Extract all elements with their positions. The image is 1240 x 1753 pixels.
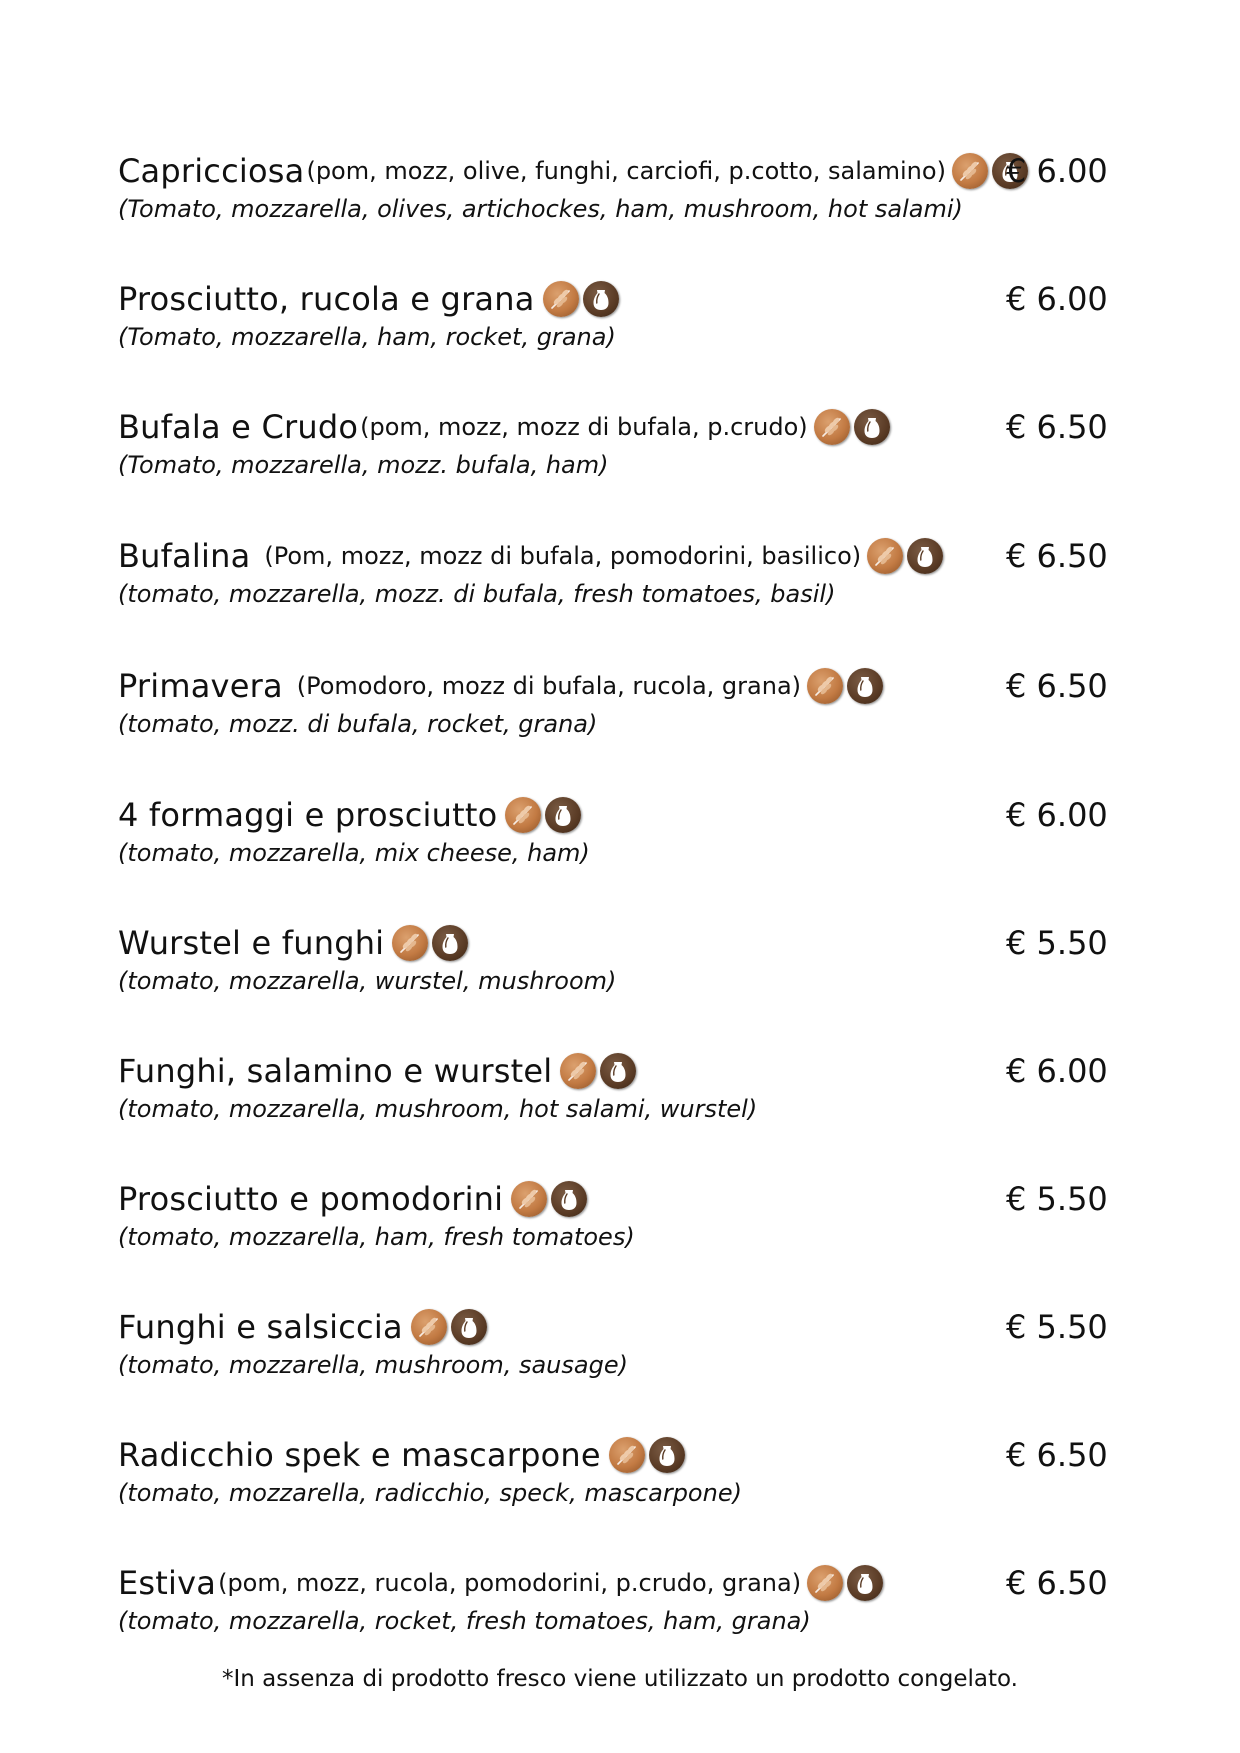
menu-item-ingredients: (pom, mozz, mozz di bufala, p.crudo) [360,413,808,441]
menu-item-ingredients: (Pom, mozz, mozz di bufala, pomodorini, basilico) [264,542,862,570]
allergen-icons [543,281,623,317]
menu-item-price: € 6.00 [1006,152,1108,190]
menu-item-name: Funghi, salamino e wurstel [118,1052,553,1090]
menu-item-name: Estiva [118,1564,217,1602]
menu-item-name: Bufala e Crudo [118,408,359,446]
milk-icon [451,1309,487,1345]
wheat-icon [952,153,988,189]
menu-item-english: (tomato, mozzarella, ham, fresh tomatoes) [118,1223,635,1251]
milk-icon [907,538,943,574]
allergen-icons [505,797,585,833]
menu-item-price: € 6.00 [1006,796,1108,834]
menu-item-ingredients: (Pomodoro, mozz di bufala, rucola, grana) [296,672,802,700]
menu-item-name: Prosciutto, rucola e grana [118,280,535,318]
menu-item-english: (Tomato, mozzarella, ham, rocket, grana) [118,323,616,351]
menu-item-heading [118,404,894,450]
menu-item-heading [118,276,623,322]
menu-item-ingredients: (pom, mozz, rucola, pomodorini, p.crudo, grana) [218,1569,802,1597]
milk-icon [854,409,890,445]
wheat-icon [511,1181,547,1217]
menu-item [118,1304,1123,1414]
menu-item-english: (tomato, mozzarella, mozz. di bufala, fresh tomatoes, basil) [118,580,836,608]
wheat-icon [392,925,428,961]
wheat-icon [807,668,843,704]
menu-item-heading [118,533,947,579]
allergen-icons [392,925,472,961]
milk-icon [432,925,468,961]
menu-item [118,533,1123,643]
menu-item-heading [118,792,585,838]
milk-icon [600,1053,636,1089]
milk-icon [847,668,883,704]
allergen-icons [411,1309,491,1345]
menu-item-heading [118,1560,887,1606]
allergen-icons [814,409,894,445]
milk-icon [583,281,619,317]
menu-item [118,1048,1123,1158]
menu-item-name: Wurstel e funghi [118,924,385,962]
menu-item-price: € 6.00 [1006,1052,1108,1090]
menu-item [118,1176,1123,1286]
wheat-icon [609,1437,645,1473]
wheat-icon [807,1565,843,1601]
menu-item-heading [118,920,472,966]
menu-item-english: (tomato, mozzarella, wurstel, mushroom) [118,967,617,995]
menu-item-price: € 6.00 [1006,280,1108,318]
menu-item-heading [118,1176,591,1222]
menu-item-name: Capricciosa [118,152,305,190]
menu-item-english: (Tomato, mozzarella, mozz. bufala, ham) [118,451,609,479]
menu-item-english: (tomato, mozzarella, mix cheese, ham) [118,839,590,867]
menu-item-english: (tomato, mozzarella, rocket, fresh tomatoes, ham, grana) [118,1607,811,1635]
menu-item-price: € 6.50 [1006,1436,1108,1474]
menu-item-price: € 5.50 [1006,1180,1108,1218]
allergen-icons [511,1181,591,1217]
menu-item [118,1560,1123,1670]
menu-item-name: 4 formaggi e prosciutto [118,796,498,834]
wheat-icon [814,409,850,445]
menu-item-price: € 6.50 [1006,667,1108,705]
menu-item-price: € 6.50 [1006,408,1108,446]
menu-item-name: Radicchio spek e mascarpone [118,1436,601,1474]
wheat-icon [411,1309,447,1345]
allergen-icons [609,1437,689,1473]
menu-item-heading [118,1048,640,1094]
menu-item [118,920,1123,1030]
allergen-icons [867,538,947,574]
menu-item-english: (Tomato, mozzarella, olives, artichockes, ham, mushroom, hot salami) [118,195,963,223]
menu-item [118,1432,1123,1542]
menu-item-name: Funghi e salsiccia [118,1308,403,1346]
menu-item-heading [118,148,1032,194]
menu-item-english: (tomato, mozzarella, mushroom, sausage) [118,1351,628,1379]
menu-item-name: Primavera [118,667,283,705]
menu-item-name: Bufalina [118,537,251,575]
menu-item-price: € 5.50 [1006,924,1108,962]
wheat-icon [543,281,579,317]
wheat-icon [560,1053,596,1089]
allergen-icons [560,1053,640,1089]
menu-item-english: (tomato, mozzarella, mushroom, hot salami, wurstel) [118,1095,758,1123]
milk-icon [551,1181,587,1217]
menu-item-heading [118,663,887,709]
menu-item-price: € 5.50 [1006,1308,1108,1346]
menu-item-heading [118,1304,491,1350]
menu-item-heading [118,1432,689,1478]
menu-item [118,276,1123,386]
allergen-icons [807,1565,887,1601]
menu-item [118,148,1123,258]
milk-icon [847,1565,883,1601]
wheat-icon [505,797,541,833]
menu-item [118,663,1123,773]
allergen-icons [807,668,887,704]
menu-item-english: (tomato, mozz. di bufala, rocket, grana) [118,710,598,738]
menu-item-ingredients: (pom, mozz, olive, funghi, carciofi, p.cotto, salamino) [306,157,946,185]
menu-item-name: Prosciutto e pomodorini [118,1180,504,1218]
frozen-product-footnote: *In assenza di prodotto fresco viene utilizzato un prodotto congelato. [222,1666,1018,1692]
menu-item-english: (tomato, mozzarella, radicchio, speck, mascarpone) [118,1479,742,1507]
menu-item [118,792,1123,902]
wheat-icon [867,538,903,574]
menu-item-price: € 6.50 [1006,537,1108,575]
milk-icon [545,797,581,833]
menu-item [118,404,1123,514]
menu-item-price: € 6.50 [1006,1564,1108,1602]
milk-icon [649,1437,685,1473]
